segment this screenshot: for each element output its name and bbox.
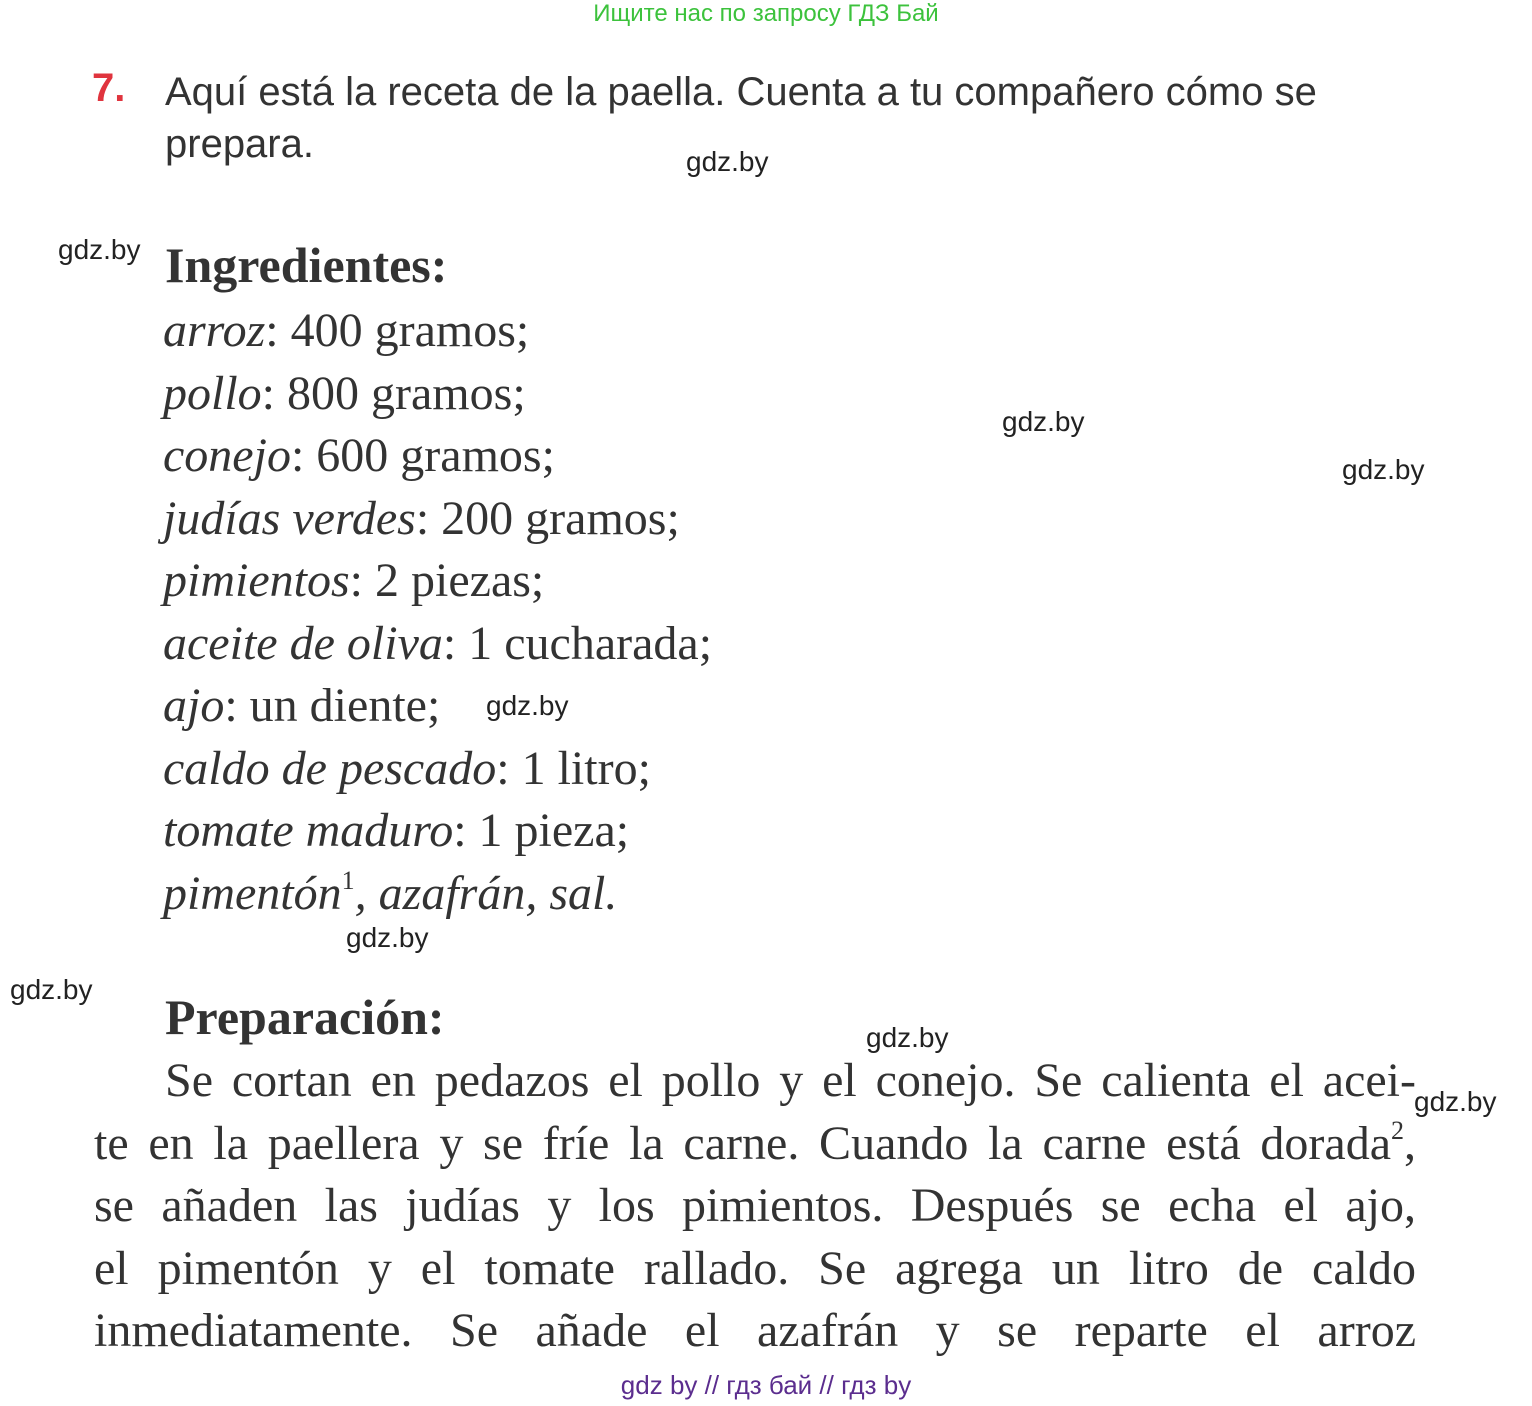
ingredient-name: pimentón (163, 866, 342, 920)
ingredient-item (163, 675, 712, 738)
ingredient-item-last (163, 863, 712, 926)
ingredient-item (163, 800, 712, 863)
watermark: gdz.by (1002, 406, 1085, 437)
watermark: gdz.by (1342, 454, 1425, 485)
ingredient-amount: : 400 gramos; (265, 304, 530, 357)
paragraph-text: , (1404, 1116, 1416, 1170)
watermark: gdz.by (866, 1022, 949, 1053)
preparation-heading: Preparación: (165, 989, 445, 1045)
paragraph-line: Se cortan en pedazos el pollo y el conejo. Se calienta el acei- (165, 1054, 1416, 1107)
ingredient-amount: : 800 gramos; (261, 366, 526, 420)
footnote-marker: 1 (341, 865, 355, 895)
ingredient-item (163, 738, 712, 801)
watermark: gdz.by (486, 690, 569, 721)
watermark: gdz.by (1414, 1086, 1497, 1117)
paragraph-line (94, 1113, 1416, 1176)
ingredient-amount: : 200 gramos; (415, 491, 680, 545)
watermark: gdz.by (346, 922, 429, 953)
ingredient-item (163, 425, 712, 488)
paragraph-line: inmediatamente. Se añade el azafrán y se reparte el arroz (94, 1304, 1416, 1357)
footnote-marker: 2 (1391, 1115, 1404, 1145)
ingredient-item (163, 363, 712, 426)
ingredient-amount: : 1 pieza; (453, 804, 630, 857)
site-header: Ищите нас по запросу ГДЗ Бай (593, 0, 939, 27)
ingredient-name: arroz (163, 304, 266, 357)
ingredient-name: pollo (163, 366, 262, 420)
watermark: gdz.by (686, 146, 769, 177)
ingredient-amount: : 2 piezas; (349, 554, 545, 607)
ingredient-amount: : 1 cucharada; (442, 616, 713, 670)
paragraph-line: se añaden las judías y los pimientos. Después se echa el ajo, (94, 1179, 1416, 1232)
ingredient-name: , azafrán, sal. (354, 866, 618, 920)
site-footer: gdz by // гдз бай // гдз by (620, 1370, 912, 1400)
ingredient-item (163, 300, 712, 363)
preparation-paragraph (94, 1050, 1416, 1363)
watermark: gdz.by (10, 974, 93, 1005)
ingredient-item (163, 488, 712, 551)
ingredient-item (163, 550, 712, 613)
ingredient-item (163, 613, 712, 676)
ingredients-heading: Ingredientes: (165, 237, 448, 293)
exercise-instruction (165, 66, 1445, 170)
ingredient-name: judías verdes (163, 491, 416, 545)
ingredient-name: tomate maduro (163, 804, 454, 857)
ingredient-amount: : un diente; (224, 679, 441, 732)
ingredient-name: pimientos (163, 554, 350, 607)
watermark: gdz.by (58, 234, 141, 265)
ingredient-name: ajo (163, 679, 225, 732)
paragraph-line: el pimentón y el tomate rallado. Se agrega un litro de caldo (94, 1241, 1416, 1295)
ingredient-name: aceite de oliva (163, 616, 443, 670)
ingredient-name: caldo de pescado (163, 741, 497, 795)
ingredient-amount: : 1 litro; (496, 741, 651, 795)
instruction-line-2: prepara. (165, 122, 314, 166)
ingredients-list (163, 300, 712, 925)
ingredient-amount: : 600 gramos; (290, 429, 555, 482)
exercise-number: 7. (92, 66, 126, 110)
paragraph-text: te en la paellera y se fríe la carne. Cuando la carne está dorada (94, 1116, 1391, 1170)
instruction-line-1: Aquí está la receta de la paella. Cuenta a tu compañero cómo se (165, 70, 1317, 114)
ingredient-name: conejo (163, 429, 291, 482)
